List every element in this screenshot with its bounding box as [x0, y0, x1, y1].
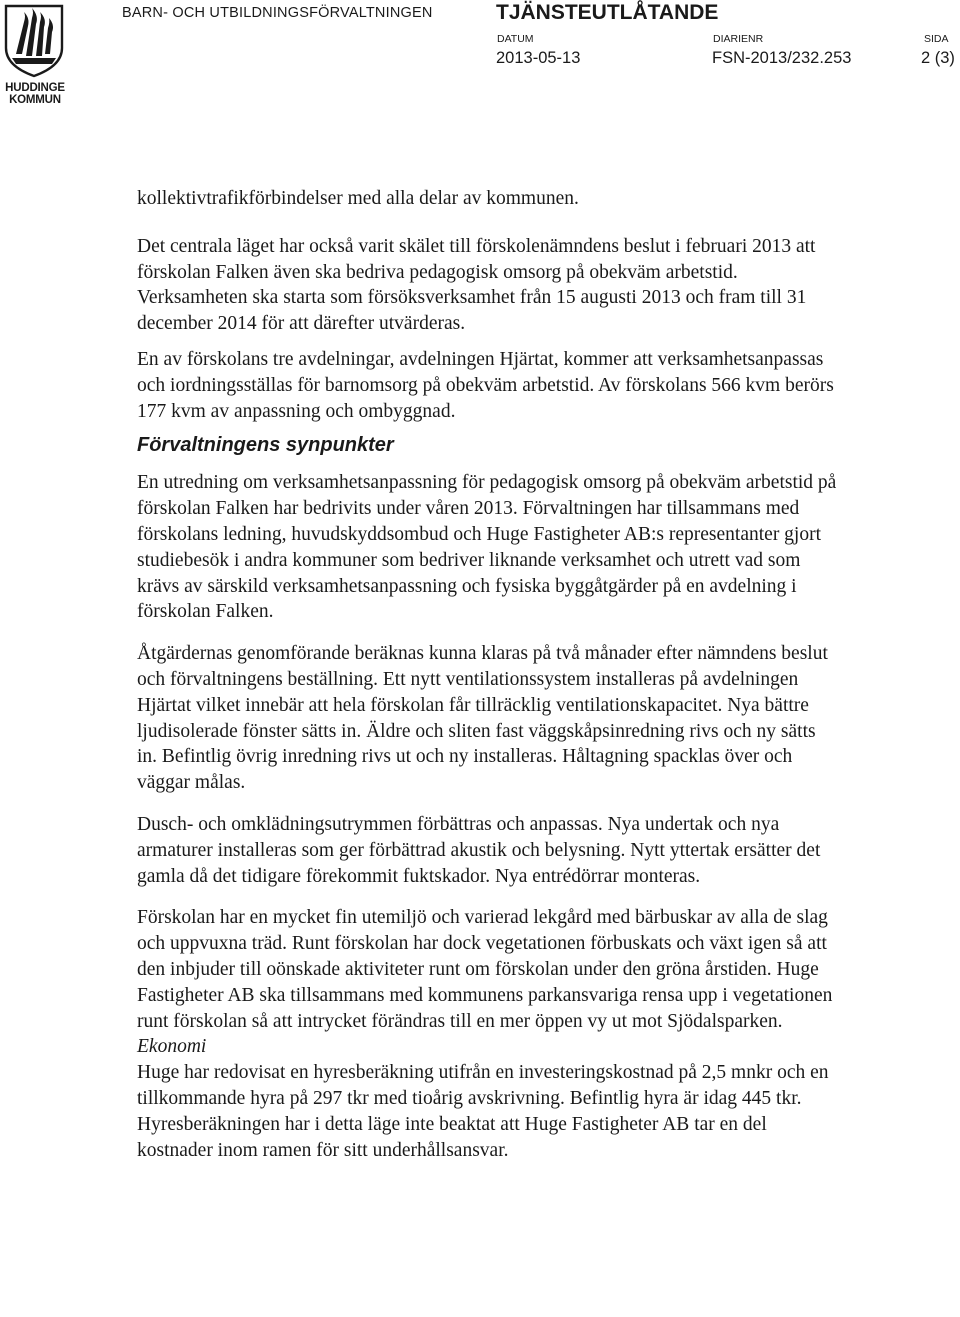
document-type: TJÄNSTEUTLÅTANDE [496, 1, 719, 24]
department-name: BARN- OCH UTBILDNINGSFÖRVALTNINGEN [122, 5, 433, 21]
logo-wordmark [2, 82, 68, 106]
section-heading: Förvaltningens synpunkter [137, 434, 394, 457]
paragraph: Förskolan har en mycket fin utemiljö och varierad lekgård med bärbuskar av alla de slag och uppvuxna träd. Runt förskolan har dock vegetationen förbuskats och växt igen så att den inbjuder till oönskade aktiviteter runt om förskolan under den gröna årstiden. Huge Fastigheter AB ska tillsammans med kommunens parkansvariga rensa upp i vegetationen runt förskolan så att intrycket förändras till en mer öppen vy ut mot Sjödalsparken. [137, 907, 833, 1032]
paragraph: Det centrala läget har också varit skälet till förskolenämndens beslut i februari 2013 att förskolan Falken även ska bedriva pedagogisk omsorg på obekväm arbetstid. Verksamheten ska starta som försöksverksamhet från 15 augusti 2013 och fram till 31 december 2014 för att därefter utvärderas. [137, 235, 816, 335]
coat-of-arms-icon [2, 4, 66, 78]
paragraph: Åtgärdernas genomförande beräknas kunna klaras på två månader efter nämndens beslut och förvaltningens beställning. Ett nytt ventilationssystem installeras på avdelningen Hjärtat vilket innebär att hela förskolan får tillräcklig ventilationskapacitet. Nya bättre ljudisolerade fönster sätts in. Äldre och sliten fast väggskåpsinredning rivs och ny sätts in. Befintlig övrig inredning rivs ut och ny installeras. Håltagning spacklas över och väggar målas. [137, 643, 828, 794]
municipality-logo [2, 4, 66, 104]
page-number: 2 (3) [921, 49, 955, 67]
logo-text-line1: HUDDINGE [5, 82, 65, 94]
paragraph: En utredning om verksamhetsanpassning för pedagogisk omsorg på obekväm arbetstid på förskolan Falken har bedrivits under våren 2013. Förvaltningen har tillsammans med förskolans ledning, huvudskyddsombud och Huge Fastigheter AB:s representanter gjort studiebesök i andra kommuner som bedriver liknande verksamhet och utrett vad som krävs av särskild verksamhetsanpassning och fysiska byggåtgärder på en avdelning i förskolan Falken. [137, 472, 837, 623]
paragraph: Huge har redovisat en hyresberäkning utifrån en investeringskostnad på 2,5 mnkr och en tillkommande hyra på 297 tkr med tioårig avskrivning. Befintlig hyra är idag 445 tkr. Hyresberäkningen har i detta läge inte beaktat att Huge Fastigheter AB tar en del kostnader inom ramen för sitt underhållsansvar. [137, 1062, 829, 1161]
paragraph: kollektivtrafikförbindelser med alla delar av kommunen. [137, 188, 579, 209]
page-label: SIDA [924, 33, 949, 45]
section-subheading: Ekonomi [137, 1036, 207, 1058]
reference-value: FSN-2013/232.253 [712, 49, 852, 67]
paragraph: En av förskolans tre avdelningar, avdelningen Hjärtat, kommer att verksamhetsanpassas och iordningsställas för barnomsorg på obekväm arbetstid. Av förskolans 566 kvm berörs 177 kvm av anpassning och ombyggnad. [137, 348, 834, 422]
paragraph: Dusch- och omklädningsutrymmen förbättras och anpassas. Nya undertak och nya armaturer installeras som ger förbättrad akustik och belysning. Nytt yttertak ersätter det gamla då det tidigare förekommit fuktskador. Nya entrédörrar monteras. [137, 813, 821, 887]
date-label: DATUM [497, 33, 534, 45]
date-value: 2013-05-13 [496, 49, 581, 67]
document-body [137, 186, 837, 1163]
logo-text-line2: KOMMUN [9, 94, 61, 106]
reference-label: DIARIENR [713, 33, 764, 45]
